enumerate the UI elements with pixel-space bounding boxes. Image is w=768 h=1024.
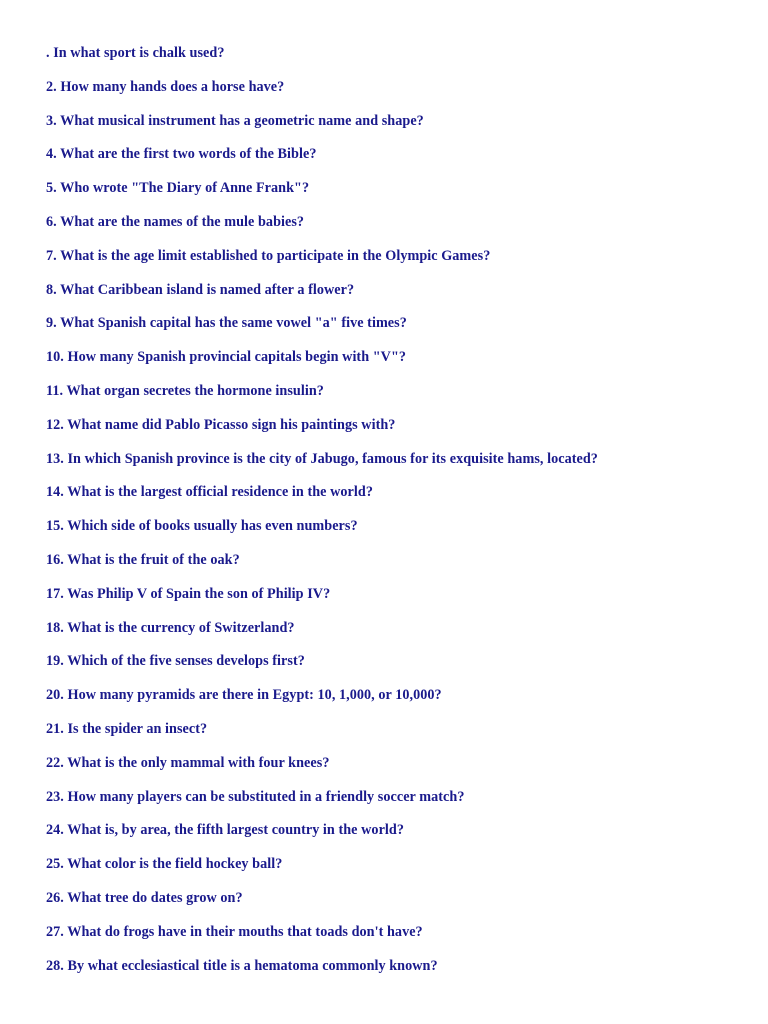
question-15: 15. Which side of books usually has even numbers?: [46, 518, 358, 535]
question-4: 4. What are the first two words of the Bible?: [46, 146, 317, 163]
question-7: 7. What is the age limit established to participate in the Olympic Games?: [46, 247, 491, 264]
question-21: 21. Is the spider an insect?: [46, 720, 208, 737]
question-9: 9. What Spanish capital has the same vowel "a" five times?: [46, 315, 407, 332]
question-13: 13. In which Spanish province is the city of Jabugo, famous for its exquisite hams, located?: [46, 450, 598, 467]
question-12: 12. What name did Pablo Picasso sign his paintings with?: [46, 416, 396, 433]
question-27: 27. What do frogs have in their mouths that toads don't have?: [46, 923, 423, 940]
question-20: 20. How many pyramids are there in Egypt: 10, 1,000, or 10,000?: [46, 687, 442, 704]
question-10: 10. How many Spanish provincial capitals begin with "V"?: [46, 349, 407, 366]
question-list: [46, 43, 746, 989]
question-18: 18. What is the currency of Switzerland?: [46, 619, 295, 636]
question-23: 23. How many players can be substituted in a friendly soccer match?: [46, 788, 465, 805]
question-6: 6. What are the names of the mule babies?: [46, 213, 305, 230]
question-24: 24. What is, by area, the fifth largest country in the world?: [46, 822, 404, 839]
question-17: 17. Was Philip V of Spain the son of Philip IV?: [46, 585, 331, 602]
question-14: 14. What is the largest official residence in the world?: [46, 484, 373, 501]
question-28: 28. By what ecclesiastical title is a hematoma commonly known?: [46, 957, 438, 974]
question-3: 3. What musical instrument has a geometric name and shape?: [46, 112, 424, 129]
question-11: 11. What organ secretes the hormone insulin?: [46, 382, 324, 399]
question-19: 19. Which of the five senses develops first?: [46, 653, 305, 670]
question-2: 2. How many hands does a horse have?: [46, 78, 285, 95]
question-22: 22. What is the only mammal with four knees?: [46, 754, 330, 771]
question-1: . In what sport is chalk used?: [46, 45, 225, 61]
question-25: 25. What color is the field hockey ball?: [46, 856, 283, 873]
question-26: 26. What tree do dates grow on?: [46, 889, 243, 906]
question-5: 5. Who wrote "The Diary of Anne Frank"?: [46, 180, 310, 197]
question-8: 8. What Caribbean island is named after a flower?: [46, 281, 355, 298]
question-16: 16. What is the fruit of the oak?: [46, 551, 240, 568]
